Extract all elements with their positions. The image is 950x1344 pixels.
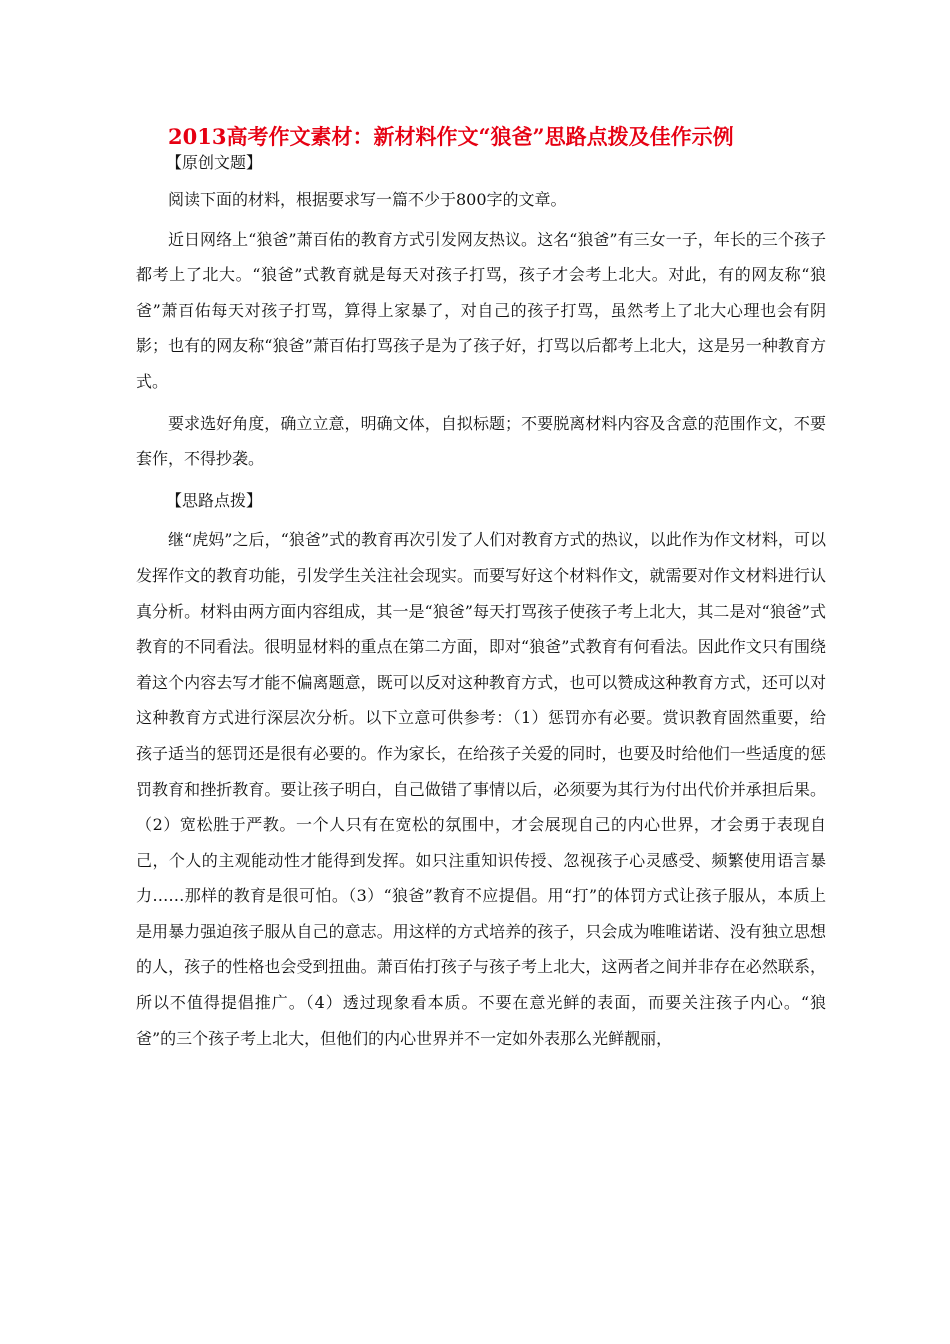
document-title: 2013高考作文素材：新材料作文“狼爸”思路点拨及佳作示例 [168,124,734,149]
requirement-paragraph: 要求选好角度，确立立意，明确文体，自拟标题；不要脱离材料内容及含意的范围作文，不要套作，不得抄袭。 [136,413,826,469]
section-label-guidance: 【思路点拨】 [166,490,263,510]
instruction-paragraph: 阅读下面的材料，根据要求写一篇不少于800字的文章。 [168,190,567,209]
analysis-paragraph: 继“虎妈”之后，“狼爸”式的教育再次引发了人们对教育方式的热议，以此作为作文材料，可以发挥作文的教育功能，引发学生关注社会现实。而要写好这个材料作文，就需要对作文材料进行认真分析。材料由两方面内容组成，其一是“狼爸”每天打骂孩子使孩子考上北大，其二是对“狼爸”式教育的不同看法。很明显材料的重点在第二方面，即对“狼爸”式教育有何看法。因此作文只有围绕着这个内容去写才能不偏离题意，既可以反对这种教育方式，也可以赞成这种教育方式，还可以对这种教育方式进行深层次分析。以下立意可供参考：（1）惩罚亦有必要。赏识教育固然重要，给孩子适当的惩罚还是很有必要的。作为家长，在给孩子关爱的同时，也要及时给他们一些适度的惩罚教育和挫折教育。要让孩子明白，自己做错了事情以后，必须要为其行为付出代价并承担后果。（2）宽松胜于严教。一个人只有在宽松的氛围中，才会展现自己的内心世界，才会勇于表现自己，个人的主观能动性才能得到发挥。如只注重知识传授、忽视孩子心灵感受、频繁使用语言暴力……那样的教育是很可怕。（3）“狼爸”教育不应提倡。用“打”的体罚方式让孩子服从，本质上是用暴力强迫孩子服从自己的意志。用这样的方式培养的孩子，只会成为唯唯诺诺、没有独立思想的人，孩子的性格也会受到扭曲。萧百佑打孩子与孩子考上北大，这两者之间并非存在必然联系，所以不值得提倡推广。（4）透过现象看本质。不要在意光鲜的表面，而要关注孩子内心。“狼爸”的三个孩子考上北大，但他们的内心世界并不一定如外表那么光鲜靓丽， [136,530,826,1048]
document-body [136,150,826,1056]
material-paragraph: 近日网络上“狼爸”萧百佑的教育方式引发网友热议。这名“狼爸”有三女一子，年长的三个孩子都考上了北大。“狼爸”式教育就是每天对孩子打骂，孩子才会考上北大。对此，有的网友称“狼爸”萧百佑每天对孩子打骂，算得上家暴了，对自己的孩子打骂，虽然考上了北大心理也会有阴影；也有的网友称“狼爸”萧百佑打骂孩子是为了孩子好，打骂以后都考上北大，这是另一种教育方式。 [136,229,826,391]
section-label-original-prompt: 【原创文题】 [166,153,263,172]
